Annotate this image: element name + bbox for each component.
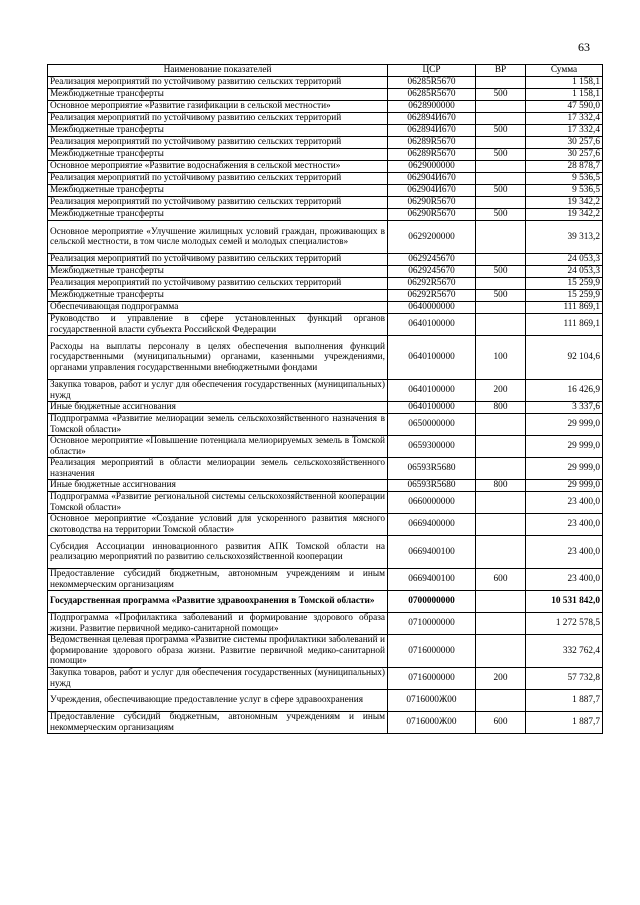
csr-cell: 0716000000 [388,668,476,690]
name-cell: Учреждения, обеспечивающие предоставление услуг в сфере здравоохранения [48,690,388,712]
vr-cell: 200 [476,668,526,690]
vr-cell [476,613,526,635]
vr-cell: 500 [476,149,526,161]
table-row [48,302,603,314]
vr-cell: 800 [476,480,526,492]
csr-cell: 0716000Ж00 [388,690,476,712]
sum-cell: 16 426,9 [526,380,603,402]
table-row [48,173,603,185]
name-cell: Межбюджетные трансферты [48,149,388,161]
name-cell: Реализация мероприятий по устойчивому развитию сельских территорий [48,77,388,89]
csr-cell: 0716000000 [388,635,476,668]
csr-cell: 0629200000 [388,221,476,254]
name-cell: Реализация мероприятий в области мелиорации земель сельскохозяйственного назначения [48,458,388,480]
sum-cell: 111 869,1 [526,302,603,314]
csr-cell: 06593R5680 [388,458,476,480]
vr-cell [476,77,526,89]
csr-cell: 0629245670 [388,254,476,266]
name-cell: Межбюджетные трансферты [48,209,388,221]
csr-cell: 0710000000 [388,613,476,635]
header-sum: Сумма [526,65,603,77]
vr-cell: 500 [476,89,526,101]
table-row [48,101,603,113]
vr-cell [476,514,526,536]
csr-cell: 06285R5670 [388,89,476,101]
table-row [48,712,603,734]
csr-cell: 0640100000 [388,336,476,380]
table-row [48,314,603,336]
header-csr: ЦСР [388,65,476,77]
table-row [48,536,603,569]
vr-cell: 500 [476,266,526,278]
name-cell: Иные бюджетные ассигнования [48,480,388,492]
csr-cell: 06593R5680 [388,480,476,492]
table-row [48,436,603,458]
table-row [48,290,603,302]
table-row [48,149,603,161]
csr-cell: 0660000000 [388,492,476,514]
sum-cell: 111 869,1 [526,314,603,336]
table-row [48,336,603,380]
sum-cell: 29 999,0 [526,414,603,436]
table-row [48,125,603,137]
name-cell: Расходы на выплаты персоналу в целях обеспечения выполнения функций государственными (муниципальными) органами, казенными учреждениями, органами управления государственными внебюджетными фондами [48,336,388,380]
csr-cell: 06292R5670 [388,290,476,302]
csr-cell: 0669400100 [388,536,476,569]
table-row [48,514,603,536]
table-header-row [48,65,603,77]
table-row [48,266,603,278]
table-row [48,690,603,712]
header-name: Наименование показателей [48,65,388,77]
vr-cell [476,414,526,436]
sum-cell: 1 158,1 [526,89,603,101]
vr-cell: 500 [476,185,526,197]
table-row [48,668,603,690]
vr-cell: 600 [476,569,526,591]
csr-cell: 062894И670 [388,113,476,125]
name-cell: Межбюджетные трансферты [48,290,388,302]
name-cell: Подпрограмма «Профилактика заболеваний и формирование здорового образа жизни. Развитие первичной медико-санитарной помощи» [48,613,388,635]
vr-cell: 800 [476,402,526,414]
vr-cell [476,536,526,569]
name-cell: Реализация мероприятий по устойчивому развитию сельских территорий [48,254,388,266]
table-row [48,254,603,266]
sum-cell: 23 400,0 [526,536,603,569]
vr-cell [476,101,526,113]
name-cell: Государственная программа «Развитие здравоохранения в Томской области» [48,591,388,613]
name-cell: Подпрограмма «Развитие региональной системы сельскохозяйственной кооперации Томской области» [48,492,388,514]
name-cell: Реализация мероприятий по устойчивому развитию сельских территорий [48,113,388,125]
csr-cell: 0669400000 [388,514,476,536]
csr-cell: 0629000000 [388,161,476,173]
name-cell: Обеспечивающая подпрограмма [48,302,388,314]
name-cell: Ведомственная целевая программа «Развитие системы профилактики заболеваний и формирование здорового образа жизни. Развитие первичной медико-санитарной помощи» [48,635,388,668]
name-cell: Межбюджетные трансферты [48,266,388,278]
table-row [48,89,603,101]
name-cell: Основное мероприятие «Улучшение жилищных условий граждан, проживающих в сельской местности, в том числе молодых семей и молодых специалистов» [48,221,388,254]
page-number: 63 [578,40,590,54]
sum-cell: 332 762,4 [526,635,603,668]
vr-cell: 500 [476,125,526,137]
table-row [48,480,603,492]
name-cell: Закупка товаров, работ и услуг для обеспечения государственных (муниципальных) нужд [48,668,388,690]
csr-cell: 062894И670 [388,125,476,137]
vr-cell [476,254,526,266]
name-cell: Закупка товаров, работ и услуг для обеспечения государственных (муниципальных) нужд [48,380,388,402]
name-cell: Основное мероприятие «Создание условий для ускоренного развития мясного скотоводства на территории Томской области» [48,514,388,536]
sum-cell: 15 259,9 [526,278,603,290]
sum-cell: 24 053,3 [526,254,603,266]
sum-cell: 23 400,0 [526,514,603,536]
csr-cell: 0640100000 [388,402,476,414]
name-cell: Иные бюджетные ассигнования [48,402,388,414]
name-cell: Субсидия Ассоциации инновационного развития АПК Томской области на реализацию мероприятий по развитию сельскохозяйственной кооперации [48,536,388,569]
vr-cell [476,161,526,173]
sum-cell: 17 332,4 [526,125,603,137]
sum-cell: 9 536,5 [526,173,603,185]
header-vr: ВР [476,65,526,77]
name-cell: Межбюджетные трансферты [48,185,388,197]
table-row [48,380,603,402]
sum-cell: 47 590,0 [526,101,603,113]
vr-cell: 500 [476,290,526,302]
sum-cell: 29 999,0 [526,436,603,458]
name-cell: Предоставление субсидий бюджетным, автономным учреждениям и иным некоммерческим организациям [48,712,388,734]
table-row [48,492,603,514]
vr-cell [476,278,526,290]
table-row [48,591,603,613]
sum-cell: 9 536,5 [526,185,603,197]
table-row [48,402,603,414]
csr-cell: 06285R5670 [388,77,476,89]
vr-cell [476,591,526,613]
name-cell: Реализация мероприятий по устойчивому развитию сельских территорий [48,173,388,185]
csr-cell: 0640100000 [388,314,476,336]
csr-cell: 06289R5670 [388,149,476,161]
table-row [48,209,603,221]
csr-cell: 0716000Ж00 [388,712,476,734]
table-row [48,414,603,436]
sum-cell: 1 158,1 [526,77,603,89]
vr-cell: 500 [476,209,526,221]
vr-cell [476,113,526,125]
name-cell: Основное мероприятие «Повышение потенциала мелиорируемых земель в Томской области» [48,436,388,458]
sum-cell: 1 887,7 [526,690,603,712]
csr-cell: 0640000000 [388,302,476,314]
csr-cell: 06290R5670 [388,197,476,209]
table-row [48,569,603,591]
sum-cell: 24 053,3 [526,266,603,278]
table-body [48,77,603,734]
name-cell: Подпрограмма «Развитие мелиорации земель сельскохозяйственного назначения в Томской области» [48,414,388,436]
sum-cell: 29 999,0 [526,458,603,480]
vr-cell: 200 [476,380,526,402]
name-cell: Реализация мероприятий по устойчивому развитию сельских территорий [48,278,388,290]
csr-cell: 0669400100 [388,569,476,591]
vr-cell [476,436,526,458]
sum-cell: 57 732,8 [526,668,603,690]
csr-cell: 062904И670 [388,173,476,185]
sum-cell: 28 878,7 [526,161,603,173]
sum-cell: 3 337,6 [526,402,603,414]
csr-cell: 06292R5670 [388,278,476,290]
name-cell: Межбюджетные трансферты [48,89,388,101]
table-row [48,185,603,197]
csr-cell: 0640100000 [388,380,476,402]
csr-cell: 0650000000 [388,414,476,436]
vr-cell [476,197,526,209]
vr-cell [476,173,526,185]
vr-cell: 100 [476,336,526,380]
sum-cell: 19 342,2 [526,209,603,221]
table-row [48,113,603,125]
vr-cell [476,492,526,514]
vr-cell [476,302,526,314]
name-cell: Межбюджетные трансферты [48,125,388,137]
sum-cell: 17 332,4 [526,113,603,125]
sum-cell: 92 104,6 [526,336,603,380]
csr-cell: 0659300000 [388,436,476,458]
name-cell: Основное мероприятие «Развитие водоснабжения в сельской местности» [48,161,388,173]
vr-cell [476,635,526,668]
sum-cell: 23 400,0 [526,569,603,591]
sum-cell: 30 257,6 [526,149,603,161]
vr-cell: 600 [476,712,526,734]
sum-cell: 30 257,6 [526,137,603,149]
sum-cell: 1 887,7 [526,712,603,734]
table-row [48,221,603,254]
sum-cell: 39 313,2 [526,221,603,254]
sum-cell: 23 400,0 [526,492,603,514]
sum-cell: 29 999,0 [526,480,603,492]
csr-cell: 0700000000 [388,591,476,613]
budget-table [47,64,603,734]
table-row [48,77,603,89]
vr-cell [476,314,526,336]
csr-cell: 0629245670 [388,266,476,278]
table-row [48,161,603,173]
table-row [48,197,603,209]
csr-cell: 06289R5670 [388,137,476,149]
name-cell: Реализация мероприятий по устойчивому развитию сельских территорий [48,197,388,209]
table-row [48,635,603,668]
vr-cell [476,221,526,254]
name-cell: Основное мероприятие «Развитие газификации в сельской местности» [48,101,388,113]
table-row [48,458,603,480]
csr-cell: 06290R5670 [388,209,476,221]
vr-cell [476,137,526,149]
sum-cell: 15 259,9 [526,290,603,302]
vr-cell [476,690,526,712]
name-cell: Руководство и управление в сфере установленных функций органов государственной власти субъекта Российской Федерации [48,314,388,336]
sum-cell: 10 531 842,0 [526,591,603,613]
vr-cell [476,458,526,480]
sum-cell: 19 342,2 [526,197,603,209]
table-row [48,613,603,635]
csr-cell: 062904И670 [388,185,476,197]
sum-cell: 1 272 578,5 [526,613,603,635]
name-cell: Предоставление субсидий бюджетным, автономным учреждениям и иным некоммерческим организациям [48,569,388,591]
csr-cell: 0628900000 [388,101,476,113]
table-row [48,278,603,290]
table-row [48,137,603,149]
name-cell: Реализация мероприятий по устойчивому развитию сельских территорий [48,137,388,149]
